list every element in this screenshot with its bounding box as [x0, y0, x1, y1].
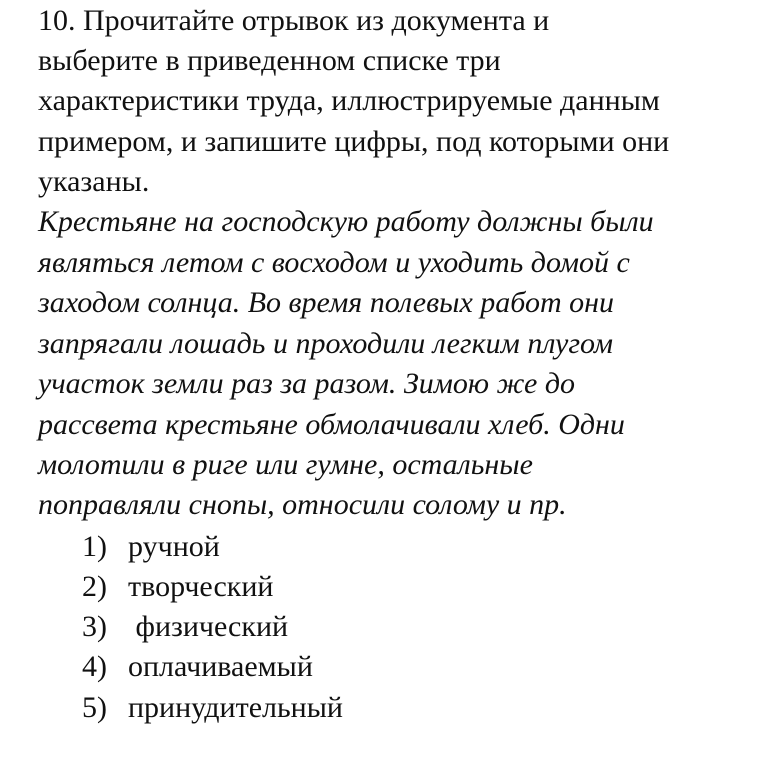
passage-line-3: заходом солнца. Во время полевых работ они [38, 286, 615, 319]
option-number: 3) [82, 610, 107, 643]
option-text: физический [128, 610, 289, 643]
passage-line-7: молотили в риге или гумне, остальные [38, 448, 533, 481]
option-text: оплачиваемый [128, 650, 313, 683]
passage-line-4: запрягали лошадь и проходили легким плугом [38, 327, 614, 360]
option-number: 4) [82, 650, 107, 683]
question-line-5: указаны. [38, 165, 150, 198]
option-number: 2) [82, 570, 107, 603]
option-number: 1) [82, 530, 107, 563]
option-text: принудительный [128, 691, 343, 724]
question-line-1: 10. Прочитайте отрывок из документа и [38, 4, 550, 37]
question-line-3: характеристики труда, иллюстрируемые данным [38, 84, 660, 117]
passage-line-5: участок земли раз за разом. Зимою же до [38, 367, 576, 400]
question-line-4: примером, и запишите цифры, под которыми они [38, 125, 670, 158]
question-line-2: выберите в приведенном списке три [38, 44, 501, 77]
option-number: 5) [82, 691, 107, 724]
option-text: творческий [128, 570, 274, 603]
option-text: ручной [128, 530, 220, 563]
passage-line-1: Крестьяне на господскую работу должны были [38, 205, 654, 238]
passage-line-6: рассвета крестьяне обмолачивали хлеб. Одни [38, 408, 625, 441]
passage-line-2: являться летом с восходом и уходить домой с [38, 246, 630, 279]
passage-line-8: поправляли снопы, относили солому и пр. [38, 488, 567, 521]
